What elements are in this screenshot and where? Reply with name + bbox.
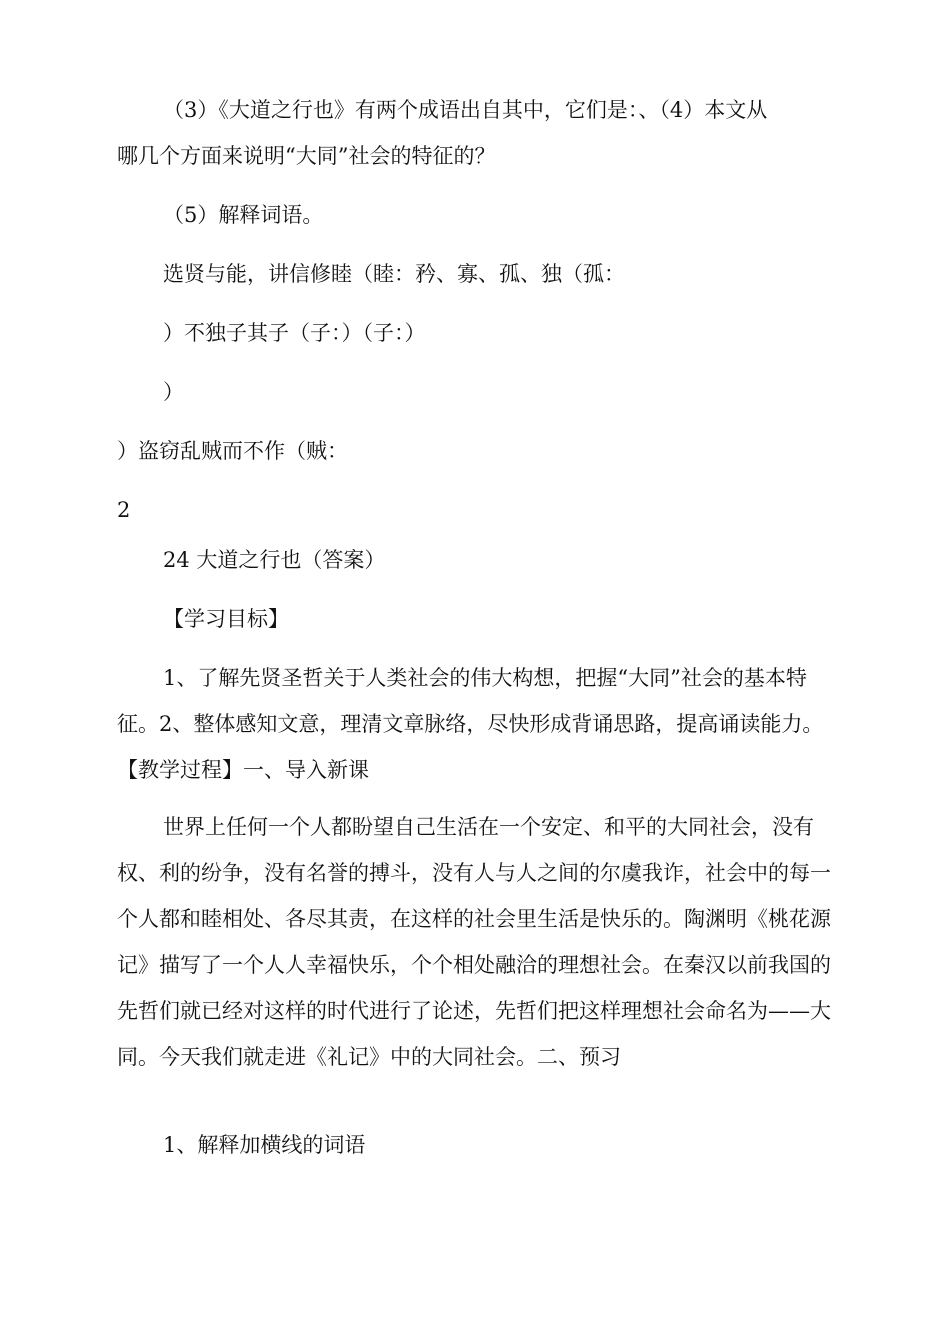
page-number: 2 xyxy=(117,498,131,522)
objectives-paragraph: 1、了解先贤圣哲关于人类社会的伟大构想，把握“大同”社会的基本特征。2、整体感知文意，理清文章脉络，尽快形成背诵思路，提高诵读能力。【教学过程】一、导入新课 xyxy=(117,666,824,782)
vocab-line-2: ）不独子其子（子：）（子：） xyxy=(163,321,426,345)
question-5-line: （5）解释词语。 xyxy=(163,203,324,227)
intro-paragraph: 世界上任何一个人都盼望自己生活在一个安定、和平的大同社会，没有权、利的纷争，没有名誉的搏斗，没有人与人之间的尔虞我诈，社会中的每一个人都和睦相处、各尽其责，在这样的社会里生活是快乐的。陶渊明《桃花源记》描写了一个人人幸福快乐，个个相处融洽的理想社会。在秦汉以前我国的先哲们就已经对这样的时代进行了论述，先哲们把这样理想社会命名为——大同。今天我们就走进《礼记》中的大同社会。二、预习 xyxy=(117,815,831,1069)
exercise-1-heading: 1、解释加横线的词语 xyxy=(163,1133,366,1157)
answer-title: 24 大道之行也（答案） xyxy=(163,548,386,572)
question-4-line: 哪几个方面来说明“大同”社会的特征的？ xyxy=(117,144,496,168)
question-3-line: （3）《大道之行也》有两个成语出自其中，它们是：、（4）本文从 xyxy=(163,98,768,122)
vocab-line-3: ） xyxy=(163,380,184,404)
vocab-line-4: ）盗窃乱贼而不作（贼： xyxy=(117,439,348,463)
vocab-line-1: 选贤与能，讲信修睦（睦：矜、寡、孤、独（孤： xyxy=(163,262,625,286)
objectives-heading: 【学习目标】 xyxy=(163,607,289,631)
